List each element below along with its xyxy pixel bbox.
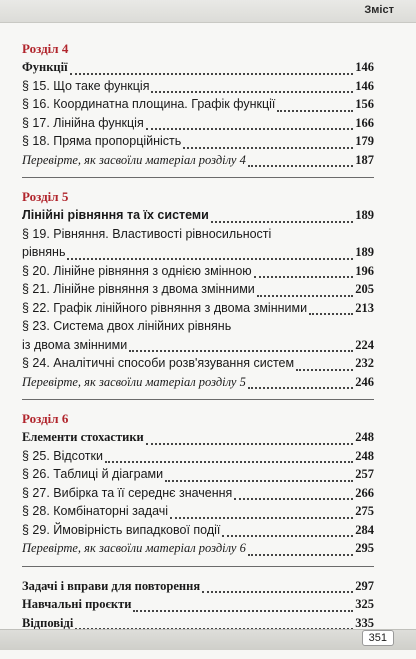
entry-label: рівнянь xyxy=(22,245,66,259)
leader-dots xyxy=(277,101,353,112)
toc-entry-projects xyxy=(22,595,374,614)
leader-dots xyxy=(165,471,353,482)
entry-page: 196 xyxy=(355,263,374,278)
entry-page: 189 xyxy=(355,245,374,259)
leader-dots xyxy=(146,119,354,130)
entry-label: § 22. Графік лінійного рівняння з двома змінними xyxy=(22,300,308,315)
table-of-contents xyxy=(22,40,374,659)
entry-page: 297 xyxy=(355,578,374,593)
toc-entry-17 xyxy=(22,114,374,133)
leader-dots xyxy=(309,304,353,315)
leader-dots xyxy=(254,267,354,278)
entry-label: Функції xyxy=(22,60,68,74)
entry-page: 295 xyxy=(355,541,374,555)
entry-page: 325 xyxy=(355,597,374,611)
toc-entry-stochastics xyxy=(22,428,374,447)
entry-page: 284 xyxy=(355,522,374,537)
page-number: 351 xyxy=(362,630,394,646)
entry-label: § 17. Лінійна функція xyxy=(22,115,144,130)
entry-page: 232 xyxy=(355,356,374,370)
leader-dots xyxy=(146,434,354,445)
section-divider xyxy=(22,566,374,567)
entry-page: 146 xyxy=(355,60,374,74)
leader-dots xyxy=(67,249,353,260)
toc-entry-check-4 xyxy=(22,151,374,170)
leader-dots xyxy=(202,582,353,593)
entry-page: 156 xyxy=(355,97,374,111)
toc-entry-check-6 xyxy=(22,539,374,558)
toc-entry-functions xyxy=(22,58,374,77)
entry-page: 335 xyxy=(355,615,374,630)
section-title: Розділ 5 xyxy=(22,189,69,204)
leader-dots xyxy=(248,156,353,167)
entry-label: § 29. Ймовірність випадкової події xyxy=(22,522,221,537)
leader-dots xyxy=(257,286,353,297)
toc-entry-19-line1: § 19. Рівняння. Властивості рівносильності xyxy=(22,226,272,241)
toc-entry-20 xyxy=(22,262,374,281)
toc-entry-review-exercises xyxy=(22,577,374,596)
toc-entry-15 xyxy=(22,77,374,96)
toc-entry-linear-equations xyxy=(22,206,374,225)
leader-dots xyxy=(170,508,353,519)
leader-dots xyxy=(129,341,353,352)
entry-label: § 15. Що таке функція xyxy=(22,78,150,93)
entry-page: 266 xyxy=(355,485,374,500)
toc-entry-check-5 xyxy=(22,373,374,392)
toc-entry-19 xyxy=(22,243,374,262)
entry-label: Лінійні рівняння та їх системи xyxy=(22,208,209,222)
entry-label: § 26. Таблиці й діаграми xyxy=(22,467,164,481)
entry-page: 187 xyxy=(355,152,374,167)
leader-dots xyxy=(133,601,353,612)
entry-label: § 27. Вибірка та її середнє значення xyxy=(22,485,233,500)
toc-entry-22 xyxy=(22,299,374,318)
section-divider xyxy=(22,177,374,178)
section-divider xyxy=(22,399,374,400)
toc-entry-29 xyxy=(22,521,374,540)
running-header-title: Зміст xyxy=(364,4,394,16)
toc-entry-27 xyxy=(22,484,374,503)
footer-bar xyxy=(0,629,416,650)
toc-entry-21 xyxy=(22,280,374,299)
leader-dots xyxy=(70,64,354,75)
leader-dots xyxy=(296,360,353,371)
entry-page: 224 xyxy=(355,337,374,352)
entry-label: § 28. Комбінаторні задачі xyxy=(22,504,169,518)
entry-label: Перевірте, як засвоїли матеріал розділу 6 xyxy=(22,541,246,555)
entry-page: 213 xyxy=(355,300,374,315)
toc-entry-23-line1: § 23. Система двох лінійних рівнянь xyxy=(22,319,232,333)
entry-label: Задачі і вправи для повторення xyxy=(22,578,201,593)
leader-dots xyxy=(248,378,353,389)
entry-page: 166 xyxy=(355,115,374,130)
entry-label: § 24. Аналітичні способи розв'язування систем xyxy=(22,356,295,370)
leader-dots xyxy=(211,212,353,223)
toc-entry-26 xyxy=(22,465,374,484)
toc-entry-16 xyxy=(22,95,374,114)
entry-page: 146 xyxy=(355,78,374,93)
leader-dots xyxy=(105,452,353,463)
entry-label: § 16. Координатна площина. Графік функції xyxy=(22,97,276,111)
entry-label: Навчальні проєкти xyxy=(22,597,132,611)
entry-page: 246 xyxy=(355,374,374,389)
entry-page: 257 xyxy=(355,467,374,481)
section-title: Розділ 4 xyxy=(22,41,69,56)
toc-entry-28 xyxy=(22,502,374,521)
entry-label: § 21. Лінійне рівняння з двома змінними xyxy=(22,282,255,296)
leader-dots xyxy=(151,82,353,93)
section-5 xyxy=(22,188,374,391)
leader-dots xyxy=(222,526,353,537)
entry-label: § 18. Пряма пропорційність xyxy=(22,134,182,148)
toc-entry-23 xyxy=(22,336,374,355)
entry-label: Перевірте, як засвоїли матеріал розділу 4 xyxy=(22,152,246,167)
toc-entry-25 xyxy=(22,447,374,466)
section-4 xyxy=(22,40,374,169)
entry-label: Відповіді xyxy=(22,615,74,630)
leader-dots xyxy=(248,545,353,556)
entry-label: Елементи стохастики xyxy=(22,430,144,444)
entry-label: із двома змінними xyxy=(22,337,128,352)
toc-entry-24 xyxy=(22,354,374,373)
entry-label: § 20. Лінійне рівняння з однією змінною xyxy=(22,263,252,278)
section-title: Розділ 6 xyxy=(22,411,69,426)
section-6 xyxy=(22,410,374,558)
entry-page: 179 xyxy=(355,134,374,148)
entry-page: 189 xyxy=(355,208,374,222)
toc-entry-18 xyxy=(22,132,374,151)
header-bar xyxy=(0,0,416,23)
entry-label: § 25. Відсотки xyxy=(22,448,103,463)
leader-dots xyxy=(234,489,353,500)
entry-page: 248 xyxy=(355,448,374,463)
entry-label: Перевірте, як засвоїли матеріал розділу 5 xyxy=(22,374,246,389)
entry-page: 248 xyxy=(355,430,374,444)
leader-dots xyxy=(183,138,353,149)
entry-page: 275 xyxy=(355,504,374,518)
entry-page: 205 xyxy=(355,282,374,296)
